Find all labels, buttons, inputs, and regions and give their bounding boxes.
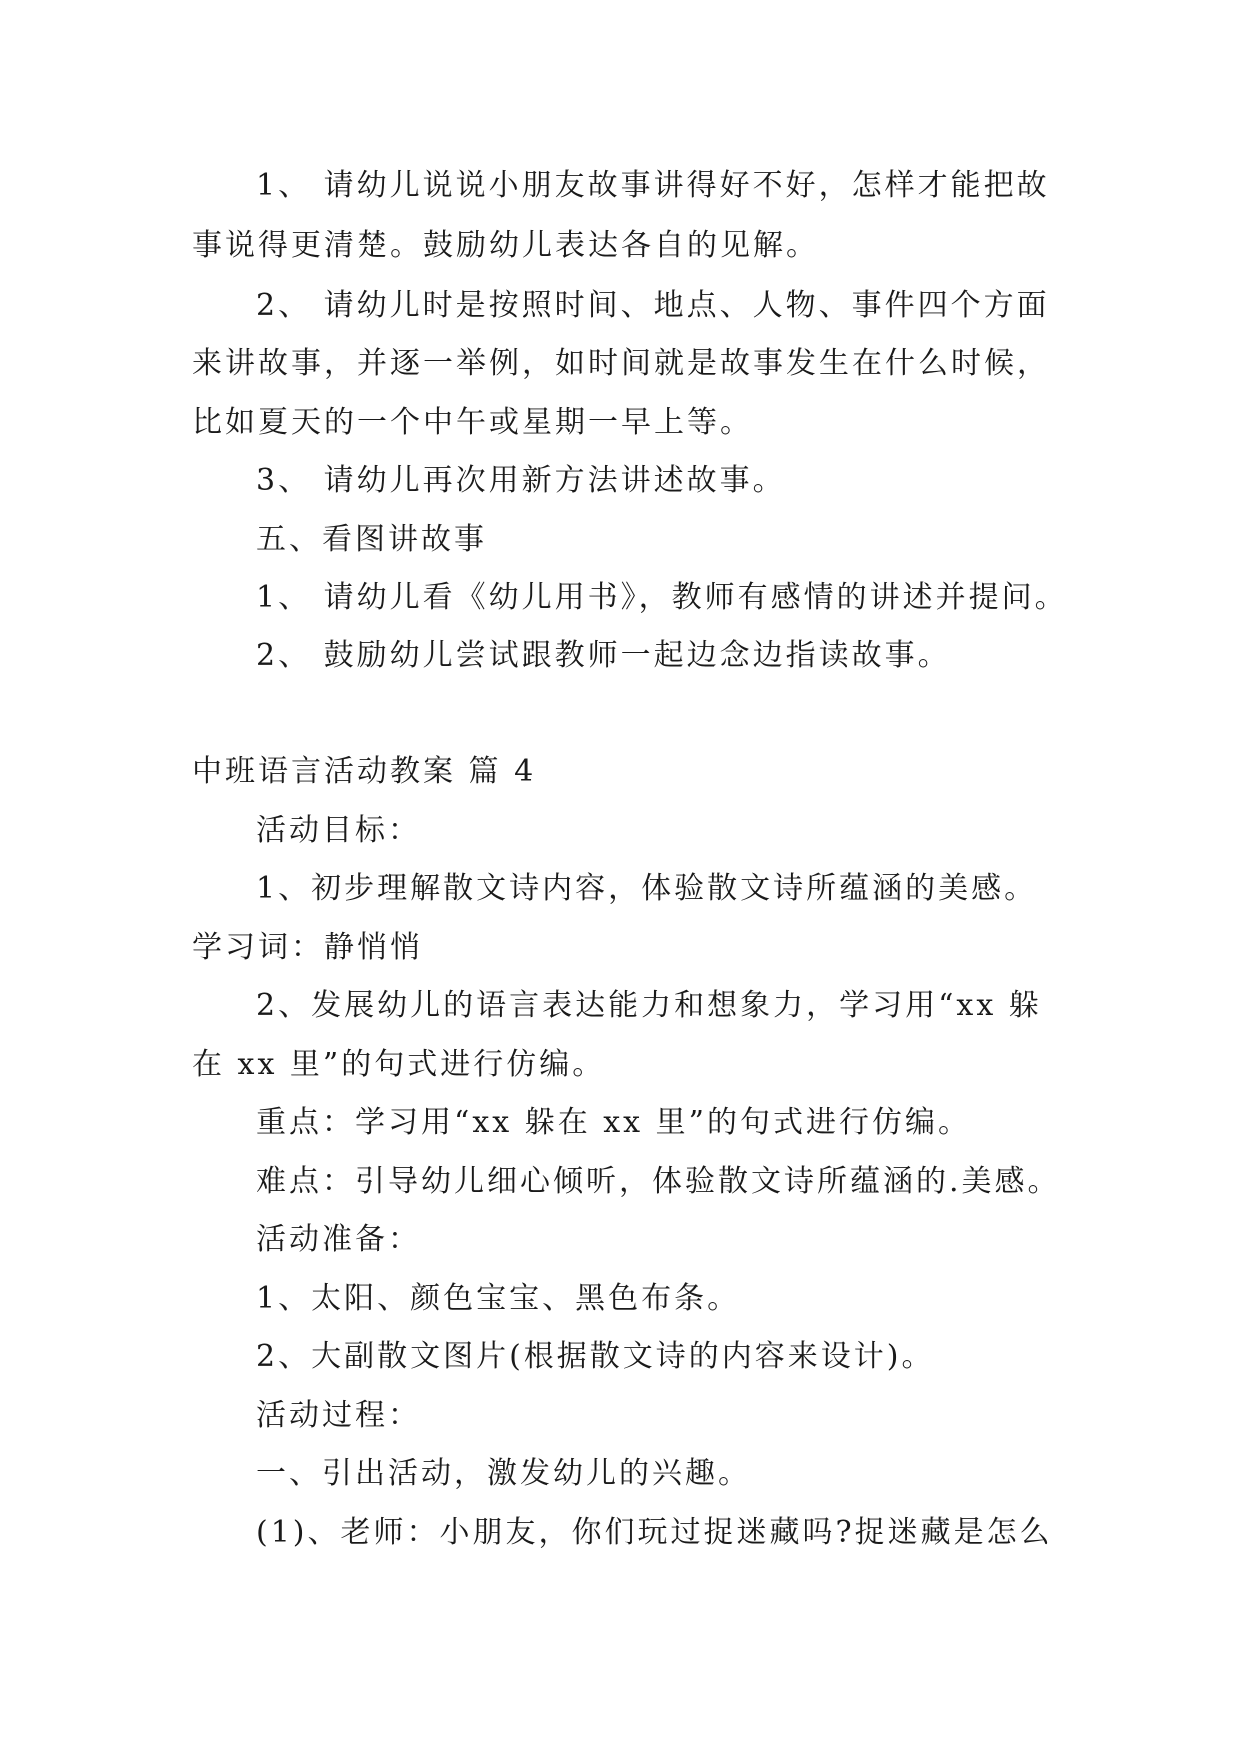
text-line: 学习词：静悄悄 <box>192 930 423 965</box>
text-line: 重点：学习用“xx 躲在 xx 里”的句式进行仿编。 <box>256 1105 971 1140</box>
text-line: 事说得更清楚。鼓励幼儿表达各自的见解。 <box>192 228 819 263</box>
text-line: 1、太阳、颜色宝宝、黑色布条。 <box>256 1281 741 1316</box>
text-line: 来讲故事，并逐一举例，如时间就是故事发生在什么时候， <box>192 346 1050 381</box>
section-heading: 五、看图讲故事 <box>256 522 487 557</box>
text-line: 难点：引导幼儿细心倾听，体验散文诗所蕴涵的.美感。 <box>256 1164 1061 1199</box>
text-line: 1、初步理解散文诗内容，体验散文诗所蕴涵的美感。 <box>256 871 1038 906</box>
section-heading: 活动准备： <box>256 1222 421 1257</box>
text-line: 2、发展幼儿的语言表达能力和想象力，学习用“xx 躲 <box>256 988 1042 1023</box>
text-line: (1)、老师：小朋友，你们玩过捉迷藏吗?捉迷藏是怎么 <box>256 1515 1053 1550</box>
text-line: 1、 请幼儿看《幼儿用书》，教师有感情的讲述并提问。 <box>256 580 1068 615</box>
text-line: 3、 请幼儿再次用新方法讲述故事。 <box>256 463 786 498</box>
section-heading: 活动目标： <box>256 813 421 848</box>
text-line: 一、引出活动，激发幼儿的兴趣。 <box>256 1456 751 1491</box>
section-title: 中班语言活动教案 篇 4 <box>192 754 537 789</box>
text-line: 比如夏天的一个中午或星期一早上等。 <box>192 405 753 440</box>
section-heading: 活动过程： <box>256 1398 421 1433</box>
text-line: 2、 请幼儿时是按照时间、地点、人物、事件四个方面 <box>256 288 1050 323</box>
text-line: 1、 请幼儿说说小朋友故事讲得好不好，怎样才能把故 <box>256 168 1050 203</box>
text-line: 在 xx 里”的句式进行仿编。 <box>192 1047 606 1082</box>
text-line: 2、大副散文图片(根据散文诗的内容来设计)。 <box>256 1339 935 1374</box>
text-line: 2、 鼓励幼儿尝试跟教师一起边念边指读故事。 <box>256 638 951 673</box>
